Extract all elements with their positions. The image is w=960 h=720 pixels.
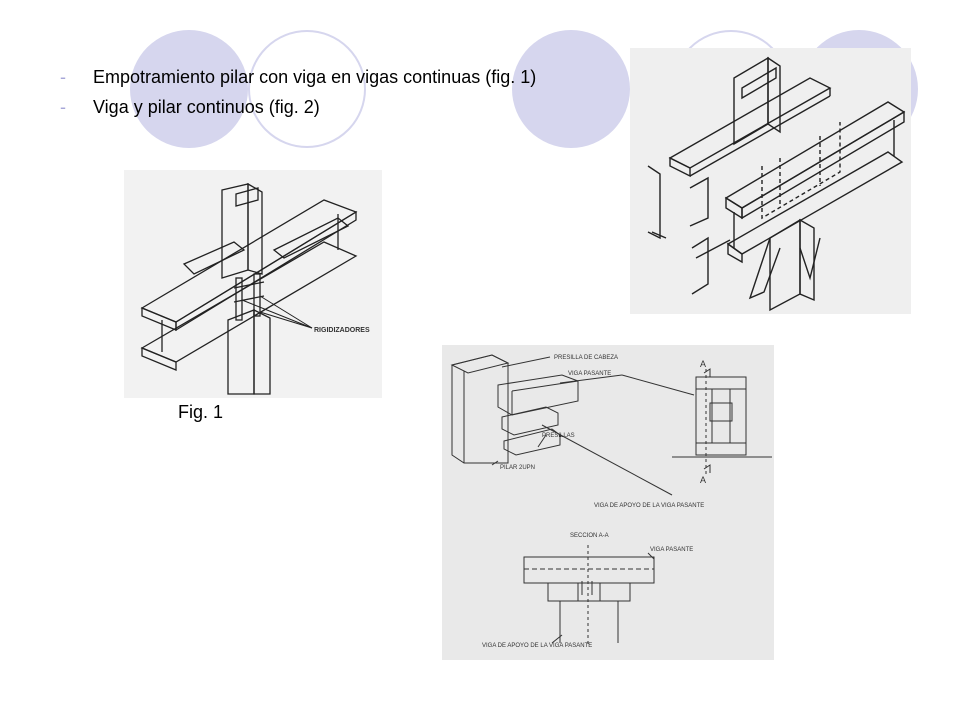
label-section-a-bottom: A <box>700 475 707 485</box>
figure-2-drawing <box>630 48 911 314</box>
bullet-text: Empotramiento pilar con viga en vigas continuas (fig. 1) <box>93 67 537 87</box>
label-viga-pasante-2: VIGA PASANTE <box>650 547 694 553</box>
figure-3-drawing <box>442 345 774 660</box>
bullet-text: Viga y pilar continuos (fig. 2) <box>93 97 320 117</box>
figure-1-drawing <box>124 170 382 398</box>
figure-1-image <box>124 170 382 398</box>
figure-1-caption: Fig. 1 <box>178 402 224 422</box>
label-section-a-top: A <box>700 359 707 369</box>
label-seccion: SECCION A-A <box>570 533 609 539</box>
figure-2-image <box>630 48 911 314</box>
bullet-marker: - <box>60 97 66 117</box>
bullet-list <box>60 62 536 122</box>
label-viga-pasante: VIGA PASANTE <box>568 371 612 377</box>
label-viga-apoyo: VIGA DE APOYO DE LA VIGA PASANTE <box>594 503 705 509</box>
bullet-item-2 <box>60 92 536 122</box>
label-presillas: PRESILLAS <box>542 433 575 439</box>
figure-3-image <box>442 345 774 660</box>
label-viga-apoyo-2: VIGA DE APOYO DE LA VIGA PASANTE <box>482 643 593 649</box>
label-pilar: PILAR 2UPN <box>500 465 536 471</box>
label-presilla-cabeza: PRESILLA DE CABEZA <box>554 355 619 361</box>
bullet-item-1 <box>60 62 536 92</box>
figure-1-label: RIGIDIZADORES <box>314 327 370 334</box>
bullet-marker: - <box>60 67 66 87</box>
